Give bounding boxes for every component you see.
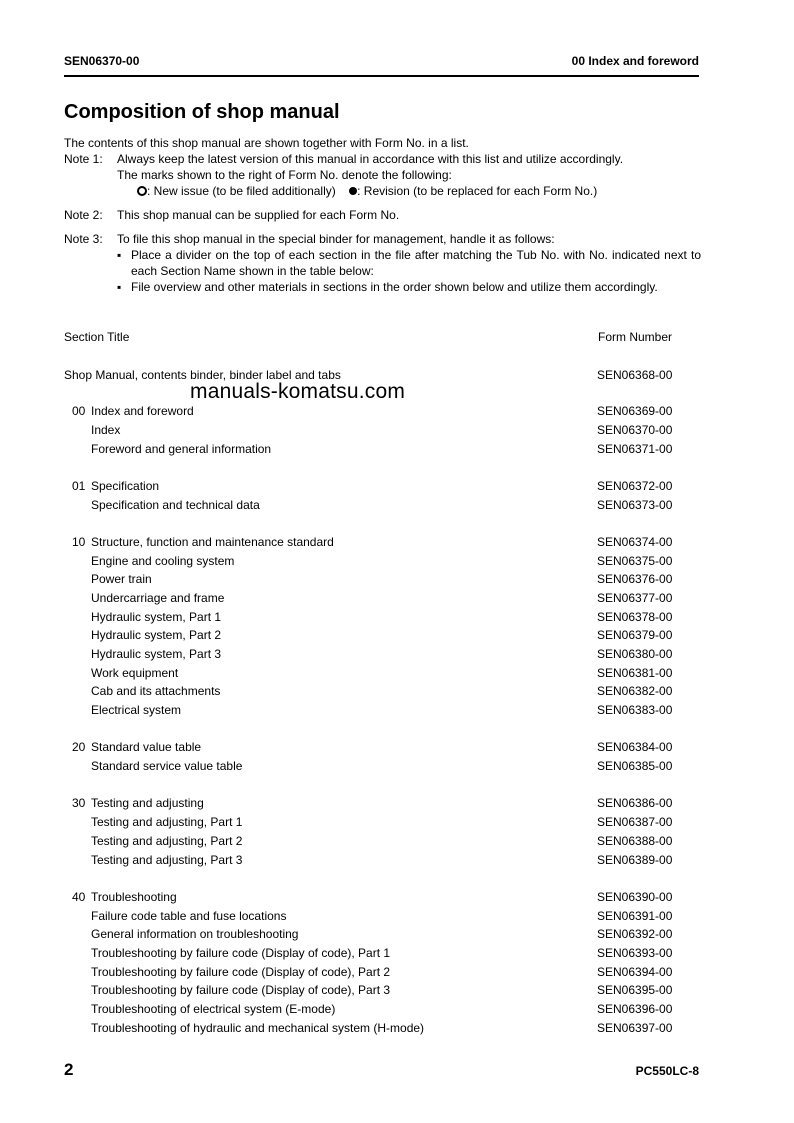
note3-label: Note 3: [64,232,103,246]
note3-bullet2: File overview and other materials in sections in the order shown below and utilize them accordingly. [131,280,658,294]
table-row: Engine and cooling system SEN06375-00 [91,554,673,568]
table-row: Testing and adjusting, Part 1 SEN06387-00 [91,815,673,829]
note3-text: To file this shop manual in the special binder for management, handle it as follows: [117,232,555,246]
table-row: Specification and technical data SEN06373-00 [91,498,673,512]
marks-legend [137,183,597,199]
column-header-section-title: Section Title [64,330,130,344]
table-row: Troubleshooting of hydraulic and mechanical system (H-mode) SEN06397-00 [91,1021,673,1035]
table-row: 30 Testing and adjusting SEN06386-00 [72,796,673,810]
note2-label: Note 2: [64,208,103,222]
mark-revision-label: : Revision (to be replaced for each Form No.) [357,184,598,198]
table-row: Cab and its attachments SEN06382-00 [91,684,673,698]
section-name: 00 Index and foreword [571,54,699,68]
header-rule [64,75,699,77]
column-header-form-number: Form Number [598,330,673,344]
page-number: 2 [64,1060,74,1079]
table-row: Power train SEN06376-00 [91,572,673,586]
table-row: 40 Troubleshooting SEN06390-00 [72,890,673,904]
table-row: Troubleshooting by failure code (Display of code), Part 3 SEN06395-00 [91,983,673,997]
note1-label: Note 1: [64,152,103,166]
model-name: PC550LC-8 [635,1064,699,1078]
table-row: Standard service value table SEN06385-00 [91,759,673,773]
table-row: 01 Specification SEN06372-00 [72,479,673,493]
note3-bullet1: Place a divider on the top of each section in the file after matching the Tub No. with No. indicated next to each Section Name shown in the table below: [131,248,701,278]
page-title: Composition of shop manual [64,101,340,123]
page-header [64,54,699,70]
watermark: manuals-komatsu.com [190,380,406,403]
table-row: General information on troubleshooting SEN06392-00 [91,927,673,941]
table-row: Hydraulic system, Part 3 SEN06380-00 [91,647,673,661]
doc-number: SEN06370-00 [64,54,140,68]
table-row: Troubleshooting by failure code (Display of code), Part 1 SEN06393-00 [91,946,673,960]
table-row: 10 Structure, function and maintenance standard SEN06374-00 [72,535,673,549]
table-row: Hydraulic system, Part 2 SEN06379-00 [91,628,673,642]
mark-new-label: : New issue (to be filed additionally) [147,184,336,198]
table-row: Electrical system SEN06383-00 [91,703,673,717]
table-row: 20 Standard value table SEN06384-00 [72,740,673,754]
note1-line2: The marks shown to the right of Form No. denote the following: [117,168,452,182]
table-row: Testing and adjusting, Part 2 SEN06388-00 [91,834,673,848]
table-row: Foreword and general information SEN06371-00 [91,442,673,456]
bullet-icon: ▪ [117,248,122,262]
table-row: Failure code table and fuse locations SEN06391-00 [91,909,673,923]
table-row: Testing and adjusting, Part 3 SEN06389-00 [91,853,673,867]
table-row: Troubleshooting of electrical system (E-mode) SEN06396-00 [91,1002,673,1016]
table-row: 00 Index and foreword SEN06369-00 [72,404,673,418]
note2-text: This shop manual can be supplied for each Form No. [117,208,400,222]
table-row: Troubleshooting by failure code (Display of code), Part 2 SEN06394-00 [91,965,673,979]
table-row: Undercarriage and frame SEN06377-00 [91,591,673,605]
table-row: Hydraulic system, Part 1 SEN06378-00 [91,610,673,624]
table-row: Shop Manual, contents binder, binder label and tabs SEN06368-00 [64,368,673,382]
intro-text: The contents of this shop manual are shown together with Form No. in a list. [64,136,469,150]
bullet-icon: ▪ [117,280,122,294]
table-row: Work equipment SEN06381-00 [91,666,673,680]
new-issue-circle-icon [137,186,147,196]
table-row: Index SEN06370-00 [91,423,673,437]
note1-line1: Always keep the latest version of this manual in accordance with this list and utilize accordingly. [117,152,624,166]
revision-dot-icon [349,187,357,195]
